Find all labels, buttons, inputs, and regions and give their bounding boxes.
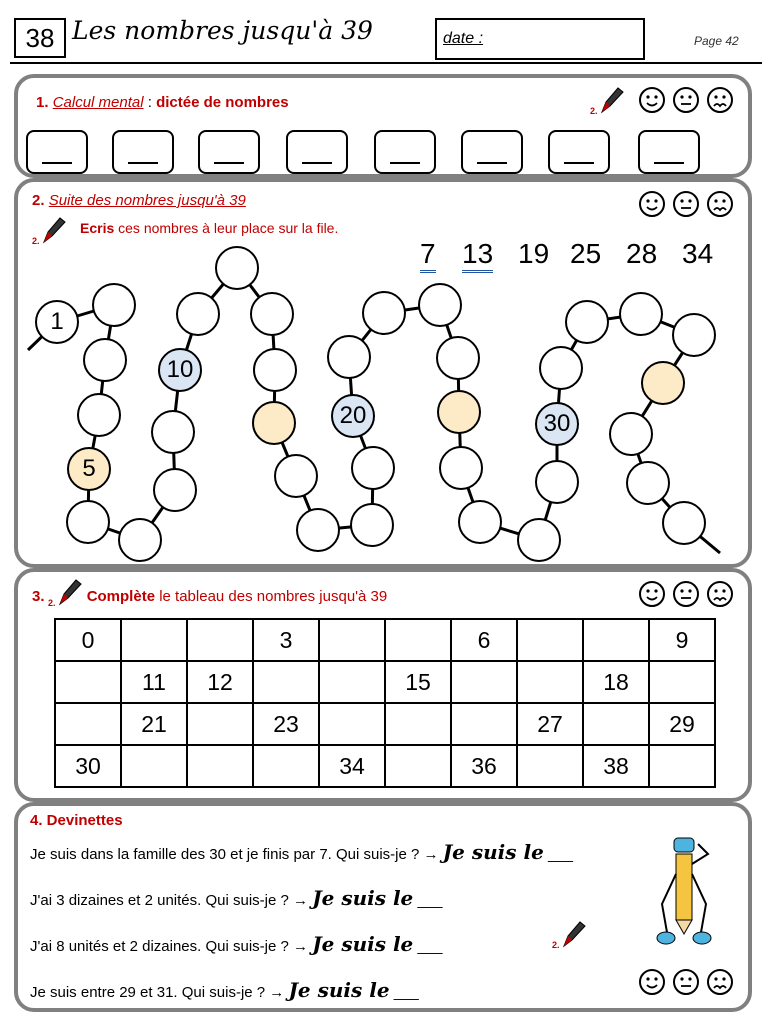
instruction-bold: Ecris — [80, 220, 115, 236]
table-row — [55, 703, 715, 745]
given-number: 13 — [462, 238, 493, 273]
page-number: Page 42 — [694, 34, 739, 48]
path-circle[interactable] — [418, 283, 462, 327]
arrow-icon: → — [293, 892, 309, 909]
given-number: 34 — [682, 238, 714, 269]
path-circle[interactable] — [274, 454, 318, 498]
table-cell: 0 — [55, 619, 121, 661]
table-row — [55, 619, 715, 661]
table-cell[interactable] — [253, 745, 319, 787]
path-circle[interactable] — [619, 292, 663, 336]
table-cell: 29 — [649, 703, 715, 745]
sad-face-icon[interactable] — [706, 580, 734, 608]
section2-num: 2. — [32, 192, 45, 209]
table-row — [55, 745, 715, 787]
table-cell[interactable] — [187, 703, 253, 745]
path-circle[interactable] — [565, 300, 609, 344]
table-cell[interactable] — [583, 619, 649, 661]
page-title: Les nombres jusqu'à 39 — [72, 16, 373, 45]
path-circle[interactable]: 10 — [158, 348, 202, 392]
path-circle[interactable] — [296, 508, 340, 552]
path-circle[interactable] — [350, 503, 394, 547]
table-cell[interactable] — [121, 619, 187, 661]
given-number: 28 — [626, 238, 658, 269]
table-cell[interactable] — [649, 661, 715, 703]
path-circle[interactable] — [458, 500, 502, 544]
path-circle[interactable] — [351, 446, 395, 490]
pencil-label: 2. — [552, 940, 560, 950]
riddle-text: Je suis entre 29 et 31. Qui suis-je ? — [30, 984, 266, 1001]
table-cell: 27 — [517, 703, 583, 745]
riddle — [30, 978, 419, 1002]
path-circle[interactable] — [662, 501, 706, 545]
path-circle[interactable] — [66, 500, 110, 544]
path-circle[interactable] — [215, 246, 259, 290]
lesson-number: 38 — [14, 18, 66, 58]
table-cell: 18 — [583, 661, 649, 703]
table-cell: 30 — [55, 745, 121, 787]
riddle-text: J'ai 8 unités et 2 dizaines. Qui suis-je ? — [30, 938, 289, 955]
path-circle[interactable]: 1 — [35, 300, 79, 344]
table-cell: 15 — [385, 661, 451, 703]
table-cell[interactable] — [517, 661, 583, 703]
table-cell[interactable] — [55, 703, 121, 745]
path-circle[interactable] — [250, 292, 294, 336]
answer-prefix: Je suis le — [442, 840, 544, 864]
table-cell[interactable] — [319, 703, 385, 745]
section3-title-text: le tableau des nombres jusqu'à 39 — [155, 588, 388, 605]
instruction-text: ces nombres à leur place sur la file. — [114, 220, 339, 236]
table-cell[interactable] — [649, 745, 715, 787]
sad-face-icon[interactable] — [706, 968, 734, 996]
riddle-text: Je suis dans la famille des 30 et je finis par 7. Qui suis-je ? — [30, 846, 420, 863]
table-cell: 36 — [451, 745, 517, 787]
path-circle[interactable] — [641, 361, 685, 405]
path-circle[interactable] — [153, 468, 197, 512]
path-circle[interactable] — [176, 292, 220, 336]
table-cell[interactable] — [385, 703, 451, 745]
path-circle[interactable] — [83, 338, 127, 382]
self-evaluation-smileys — [638, 968, 734, 996]
happy-face-icon[interactable] — [638, 580, 666, 608]
path-circle[interactable] — [151, 410, 195, 454]
path-circle[interactable]: 30 — [535, 402, 579, 446]
section3-num: 3. — [32, 588, 45, 605]
section3-title — [32, 588, 387, 605]
table-cell: 6 — [451, 619, 517, 661]
answer-blank[interactable]: ___ — [417, 938, 443, 955]
table-cell[interactable] — [385, 745, 451, 787]
path-circle[interactable] — [436, 336, 480, 380]
path-circle[interactable] — [517, 518, 561, 562]
table-cell[interactable] — [451, 661, 517, 703]
path-circle[interactable] — [437, 390, 481, 434]
path-circle[interactable] — [252, 401, 296, 445]
path-circle[interactable] — [539, 346, 583, 390]
path-circle[interactable]: 5 — [67, 447, 111, 491]
pencil-label: 2. — [48, 598, 56, 608]
riddle — [30, 840, 573, 864]
happy-face-icon[interactable] — [638, 968, 666, 996]
path-circle[interactable] — [327, 335, 371, 379]
section-devinettes — [14, 802, 752, 1012]
table-cell: 38 — [583, 745, 649, 787]
pencil-icon — [552, 920, 588, 955]
pencil-mascot-icon — [654, 834, 714, 946]
table-row — [55, 661, 715, 703]
answer-blank[interactable]: ___ — [393, 984, 419, 1001]
path-circle[interactable] — [77, 393, 121, 437]
section1-title-text: Calcul mental — [52, 94, 144, 111]
table-cell: 11 — [121, 661, 187, 703]
pencil-label: 2. — [590, 106, 598, 116]
table-cell[interactable] — [451, 703, 517, 745]
path-circle[interactable] — [118, 518, 162, 562]
table-cell[interactable] — [385, 619, 451, 661]
section1-subtitle: dictée de nombres — [156, 94, 289, 111]
date-label: date : — [443, 30, 484, 47]
path-circle[interactable]: 20 — [331, 394, 375, 438]
table-cell[interactable] — [517, 745, 583, 787]
table-cell[interactable] — [253, 661, 319, 703]
path-circle[interactable] — [609, 412, 653, 456]
table-cell[interactable] — [187, 619, 253, 661]
table-cell[interactable] — [187, 745, 253, 787]
self-evaluation-smileys — [638, 580, 734, 608]
table-cell: 34 — [319, 745, 385, 787]
answer-prefix: Je suis le — [312, 886, 414, 910]
path-circle[interactable] — [535, 460, 579, 504]
given-number: 19 — [518, 238, 550, 269]
neutral-face-icon[interactable] — [672, 968, 700, 996]
table-cell[interactable] — [121, 745, 187, 787]
table-cell[interactable] — [517, 619, 583, 661]
path-circle[interactable] — [253, 348, 297, 392]
arrow-icon: → — [269, 984, 285, 1001]
number-table — [54, 618, 716, 788]
table-cell[interactable] — [583, 703, 649, 745]
riddle-text: J'ai 3 dizaines et 2 unités. Qui suis-je ? — [30, 892, 289, 909]
table-cell: 21 — [121, 703, 187, 745]
section1-sep: : — [143, 94, 157, 111]
given-number: 7 — [420, 238, 436, 273]
section4-title: 4. Devinettes — [30, 812, 123, 829]
table-cell[interactable] — [319, 661, 385, 703]
table-cell: 9 — [649, 619, 715, 661]
table-cell[interactable] — [55, 661, 121, 703]
section1-num: 1. — [36, 94, 49, 111]
riddle — [30, 886, 442, 910]
given-number: 25 — [570, 238, 602, 269]
neutral-face-icon[interactable] — [672, 580, 700, 608]
section2-title-text: Suite des nombres jusqu'à 39 — [48, 192, 246, 209]
path-circle[interactable] — [672, 313, 716, 357]
path-circle[interactable] — [362, 291, 406, 335]
section-tableau — [14, 568, 752, 802]
section3-title-bold: Complète — [86, 588, 156, 605]
path-circle[interactable] — [92, 283, 136, 327]
path-circle[interactable] — [439, 446, 483, 490]
answer-prefix: Je suis le — [312, 932, 414, 956]
table-cell: 3 — [253, 619, 319, 661]
answer-prefix: Je suis le — [288, 978, 390, 1002]
arrow-icon: → — [423, 846, 439, 863]
table-cell: 12 — [187, 661, 253, 703]
table-cell: 23 — [253, 703, 319, 745]
answer-blank[interactable]: ___ — [417, 892, 443, 909]
path-circle[interactable] — [626, 461, 670, 505]
arrow-icon: → — [293, 938, 309, 955]
pencil-label: 2. — [32, 236, 40, 246]
riddle — [30, 932, 442, 956]
answer-blank[interactable]: ___ — [547, 846, 573, 863]
table-cell[interactable] — [319, 619, 385, 661]
